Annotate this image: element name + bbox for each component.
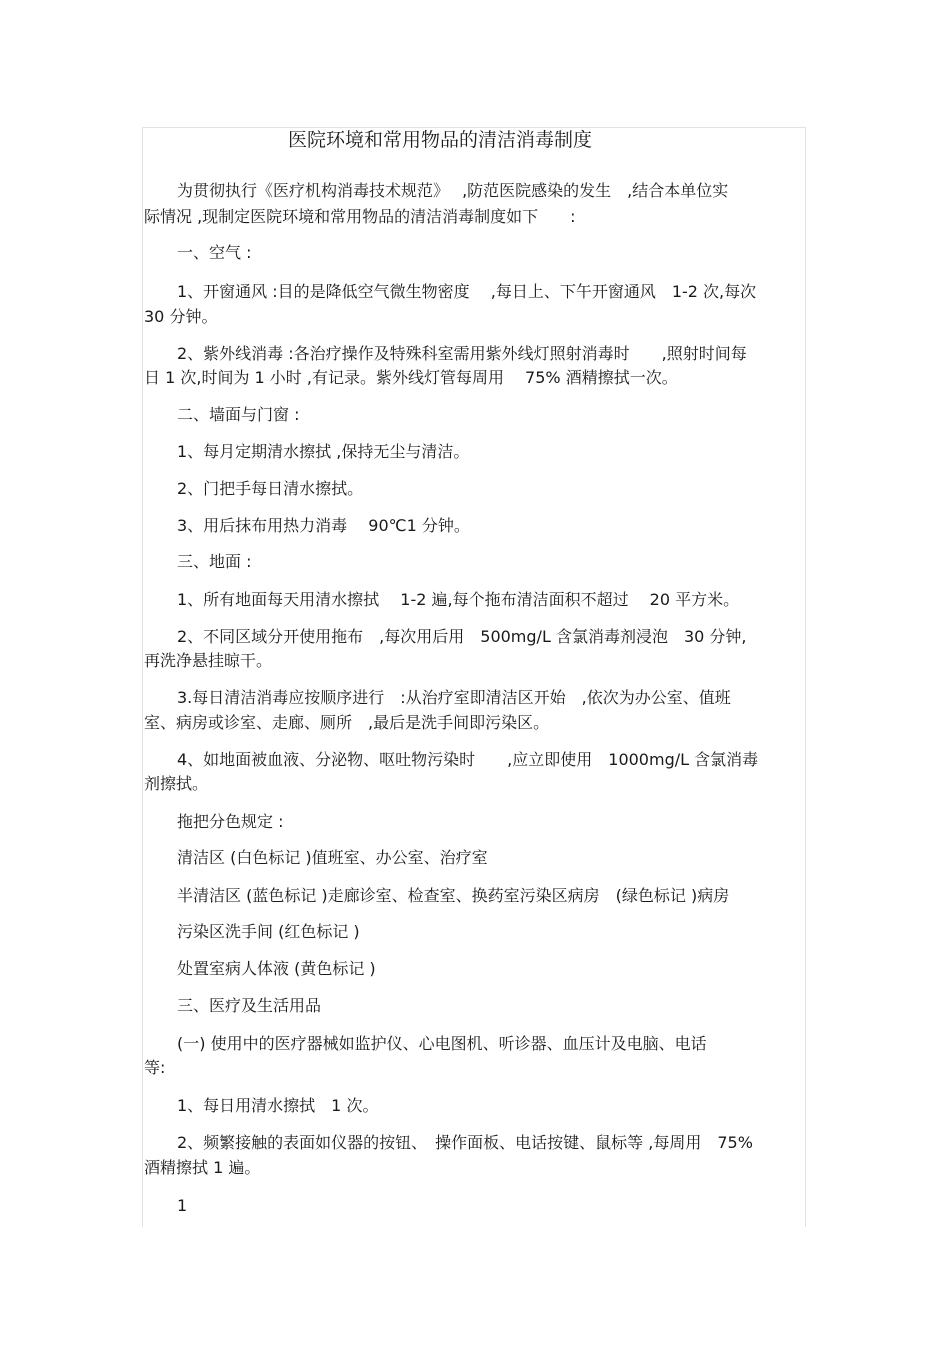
paragraph-line: 1、开窗通风 :目的是降低空气微生物密度 ,每日上、下午开窗通风 1-2 次,每次 <box>177 282 757 301</box>
paragraph-line: 污染区洗手间 (红色标记 ) <box>177 922 360 941</box>
paragraph-line: 1、每日用清水擦拭 1 次。 <box>177 1096 379 1115</box>
paragraph-line: 2、不同区域分开使用拖布 ,每次用后用 500mg/L 含氯消毒剂浸泡 30 分钟, <box>177 627 747 646</box>
paragraph-line: 2、紫外线消毒 :各治疗操作及特殊科室需用紫外线灯照射消毒时 ,照射时间每 <box>177 344 747 363</box>
paragraph-line: 等: <box>144 1058 166 1077</box>
page-title: 医院环境和常用物品的清洁消毒制度 <box>288 129 593 151</box>
paragraph-line: 剂擦拭。 <box>144 774 209 793</box>
section-heading: 拖把分色规定 : <box>177 812 284 831</box>
section-heading: 三、地面 : <box>177 552 252 571</box>
paragraph-line: 为贯彻执行《医疗机构消毒技术规范》 ,防范医院感染的发生 ,结合本单位实 <box>177 181 729 200</box>
paragraph-line: 再洗净悬挂晾干。 <box>144 651 273 670</box>
paragraph-line: 际情况 ,现制定医院环境和常用物品的清洁消毒制度如下 : <box>144 207 576 226</box>
paragraph-line: 1、所有地面每天用清水擦拭 1-2 遍,每个拖布清洁面积不超过 20 平方米。 <box>177 590 740 609</box>
paragraph-line: 室、病房或诊室、走廊、厕所 ,最后是洗手间即污染区。 <box>144 713 550 732</box>
paragraph-line: 3、用后抹布用热力消毒 90℃1 分钟。 <box>177 516 470 535</box>
paragraph-line: 30 分钟。 <box>144 307 218 326</box>
paragraph-line: 3.每日清洁消毒应按顺序进行 :从治疗室即清洁区开始 ,依次为办公室、值班 <box>177 688 731 707</box>
section-heading: 三、医疗及生活用品 <box>177 996 322 1015</box>
paragraph-line: 日 1 次,时间为 1 小时 ,有记录。紫外线灯管每周用 75% 酒精擦拭一次。 <box>144 368 678 387</box>
section-heading: 二、墙面与门窗 : <box>177 405 300 424</box>
paragraph-line: 2、频繁接触的表面如仪器的按钮、 操作面板、电话按键、鼠标等 ,每周用 75% <box>177 1133 753 1152</box>
page-number: 1 <box>177 1196 188 1215</box>
paragraph-line: (一) 使用中的医疗器械如监护仪、心电图机、听诊器、血压计及电脑、电话 <box>177 1034 707 1053</box>
paragraph-line: 1、每月定期清水擦拭 ,保持无尘与清洁。 <box>177 442 470 461</box>
paragraph-line: 2、门把手每日清水擦拭。 <box>177 479 364 498</box>
paragraph-line: 清洁区 (白色标记 )值班室、办公室、治疗室 <box>177 848 488 867</box>
paragraph-line: 半清洁区 (蓝色标记 )走廊诊室、检查室、换药室污染区病房 (绿色标记 )病房 <box>177 886 730 905</box>
section-heading: 一、空气 : <box>177 243 252 262</box>
paragraph-line: 4、如地面被血液、分泌物、呕吐物污染时 ,应立即使用 1000mg/L 含氯消毒 <box>177 750 759 769</box>
paragraph-line: 处置室病人体液 (黄色标记 ) <box>177 959 376 978</box>
paragraph-line: 酒精擦拭 1 遍。 <box>144 1158 261 1177</box>
